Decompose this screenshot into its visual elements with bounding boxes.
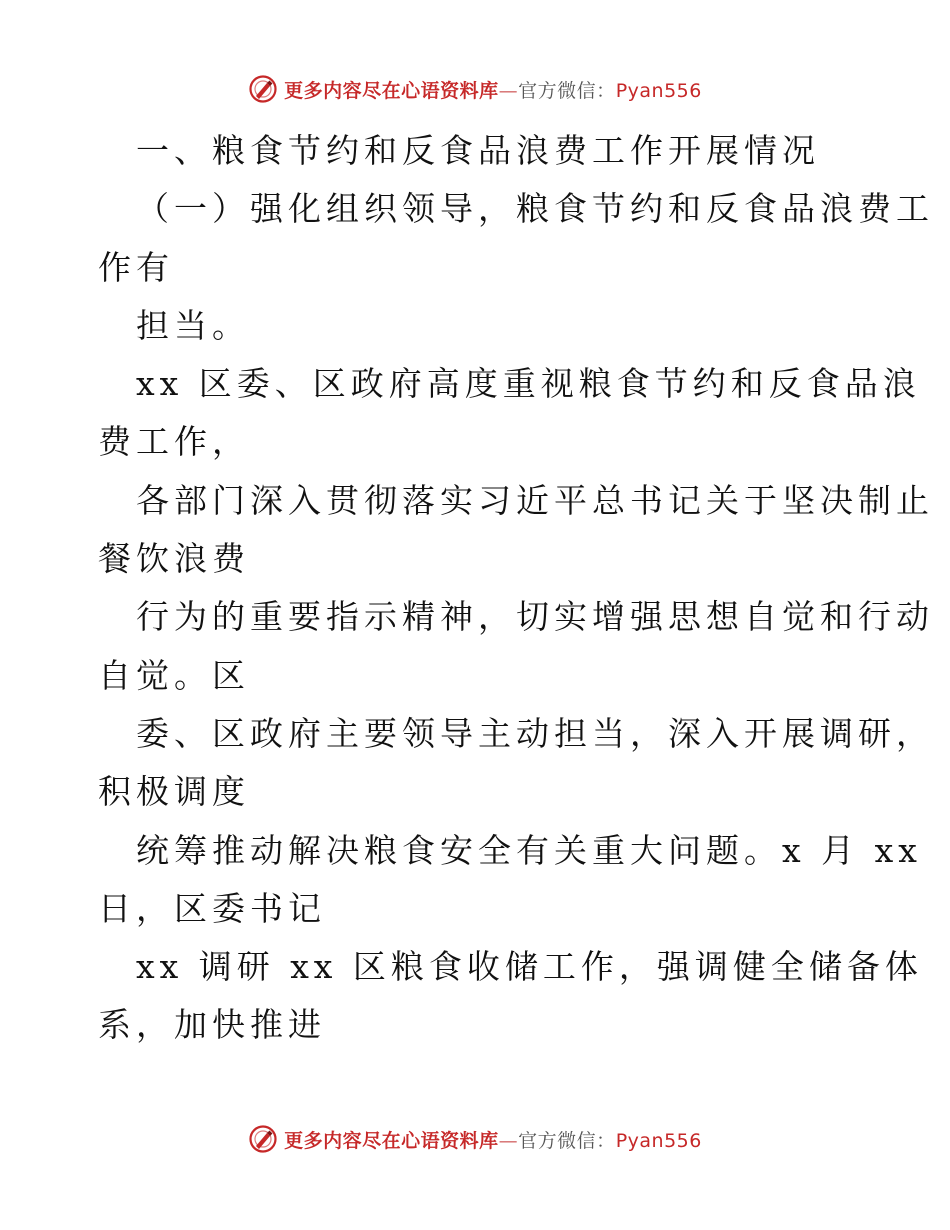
document-line: 委、区政府主要领导主动担当，深入开展调研， xyxy=(136,713,934,753)
document-line: 各部门深入贯彻落实习近平总书记关于坚决制止 xyxy=(136,480,934,520)
watermark-main: 更多内容尽在心语资料库 xyxy=(284,1129,499,1152)
document-line: 系，加快推进 xyxy=(98,1005,326,1045)
watermark-text xyxy=(284,1126,702,1153)
watermark-id: Pyan556 xyxy=(615,79,702,102)
watermark-dash: — xyxy=(498,79,519,102)
header-watermark xyxy=(0,72,950,106)
document-line: 行为的重要指示精神，切实增强思想自觉和行动 xyxy=(136,597,934,637)
watermark-text xyxy=(284,76,702,103)
document-line: 日，区委书记 xyxy=(98,888,326,928)
pen-logo-icon xyxy=(248,74,278,104)
document-line: 作有 xyxy=(98,247,174,287)
document-line: 担当。 xyxy=(136,305,250,345)
document-line: xx 区委、区政府高度重视粮食节约和反食品浪 xyxy=(136,364,921,404)
document-line: 餐饮浪费 xyxy=(98,539,250,579)
watermark-id: Pyan556 xyxy=(615,1129,702,1152)
document-line: 一、粮食节约和反食品浪费工作开展情况 xyxy=(136,131,820,170)
document-line: 费工作， xyxy=(98,422,250,462)
pen-logo-icon xyxy=(248,1124,278,1154)
watermark-main: 更多内容尽在心语资料库 xyxy=(284,79,499,102)
document-line: 自觉。区 xyxy=(98,655,250,695)
document-line: 积极调度 xyxy=(98,772,250,812)
watermark-dash: — xyxy=(498,1129,519,1152)
document-line: 统筹推动解决粮食安全有关重大问题。x 月 xx xyxy=(136,830,922,870)
document-line: （一）强化组织领导，粮食节约和反食品浪费工 xyxy=(136,189,934,229)
document-body xyxy=(98,122,934,1055)
watermark-label: 官方微信： xyxy=(518,79,616,102)
footer-watermark xyxy=(0,1122,950,1156)
document-line: xx 调研 xx 区粮食收储工作，强调健全储备体 xyxy=(136,947,923,987)
watermark-label: 官方微信： xyxy=(518,1129,616,1152)
